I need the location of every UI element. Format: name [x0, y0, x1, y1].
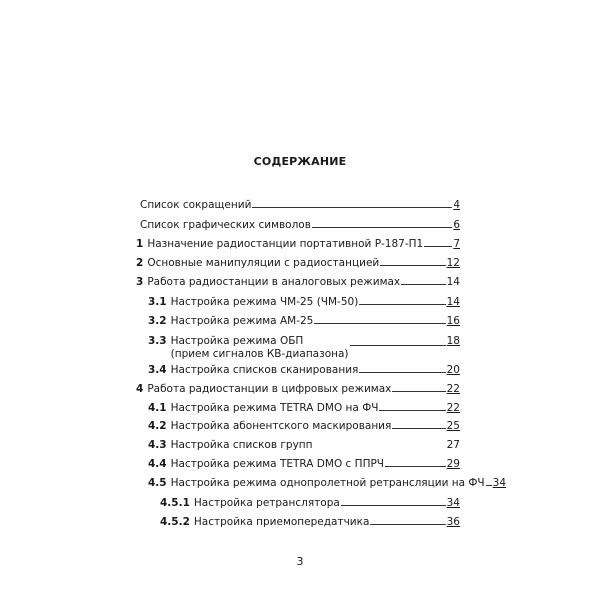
toc-entry[interactable] [136, 276, 460, 289]
toc-entry-number: 3.3 [148, 335, 167, 347]
toc-entry[interactable] [148, 420, 460, 433]
toc-entry[interactable] [136, 219, 460, 232]
toc-leader-line [380, 265, 445, 266]
toc-entry-number: 2 [136, 257, 144, 269]
toc-entry-number: 4.3 [148, 439, 167, 451]
toc-entry-text: Основные манипуляции с радиостанцией [147, 257, 380, 269]
toc-entry-number: 4.5.1 [160, 497, 190, 509]
toc-entry-text: Настройка режима TETRA DMO на ФЧ [170, 402, 379, 414]
toc-entry-page: 14 [446, 276, 460, 288]
toc-entry[interactable] [148, 477, 507, 490]
toc-entry[interactable] [148, 335, 460, 361]
toc-entry[interactable] [148, 296, 460, 309]
toc-entry-number: 3.1 [148, 296, 167, 308]
toc-entry[interactable] [160, 516, 460, 529]
toc-entry[interactable] [148, 402, 460, 415]
toc-entry-text: Список сокращений [140, 199, 252, 211]
toc-entry-page: 4 [453, 199, 460, 211]
toc-leader-line [401, 284, 445, 285]
toc-entry-page: 20 [446, 364, 460, 376]
toc-entry-text: Настройка списков групп [170, 439, 313, 451]
toc-leader-line [424, 246, 452, 247]
toc-entry-number: 1 [136, 238, 144, 250]
toc-leader-line [252, 207, 452, 208]
toc-entry[interactable] [136, 257, 460, 270]
toc-entry-text: Настройка абонентского маскирования [170, 420, 392, 432]
toc-leader-line [385, 466, 446, 467]
toc-entry[interactable] [148, 315, 460, 328]
toc-entry[interactable] [136, 199, 460, 212]
toc-entry[interactable] [148, 364, 460, 377]
toc-entry-page: 18 [446, 335, 460, 347]
toc-entry-number: 4.5.2 [160, 516, 190, 528]
toc-leader-line [392, 428, 445, 429]
toc-entry-text: Настройка ретранслятора [193, 497, 340, 509]
toc-entry-page: 34 [446, 497, 460, 509]
toc-leader-line [359, 304, 445, 305]
toc-entry-number: 4.1 [148, 402, 167, 414]
toc-entry-text: Настройка режима TETRA DMO с ППРЧ [170, 458, 384, 470]
toc-entry[interactable] [148, 458, 460, 471]
toc-entry[interactable] [148, 439, 460, 452]
toc-entry-text: Работа радиостанции в цифровых режимах [147, 383, 392, 395]
toc-entry-text: Назначение радиостанции портативной Р-187-П1 [147, 238, 424, 250]
toc-entry-text: Настройка режима ОБП [170, 335, 304, 347]
toc-entry-number: 4 [136, 383, 144, 395]
toc-entry-text-continued: (прием сигналов КВ-диапазона) [170, 348, 349, 360]
toc-entry-number: 3.2 [148, 315, 167, 327]
toc-entry[interactable] [136, 238, 460, 251]
toc-entry-page: 6 [453, 219, 460, 231]
toc-entry-text: Настройка режима ЧМ-25 (ЧМ-50) [170, 296, 359, 308]
toc-entry-page: 22 [446, 402, 460, 414]
page-number: 3 [296, 555, 304, 568]
page-title: СОДЕРЖАНИЕ [253, 155, 347, 168]
toc-leader-line [312, 227, 452, 228]
toc-entry-text: Список графических символов [140, 219, 311, 231]
toc-entry[interactable] [160, 497, 460, 510]
toc-leader-line [314, 323, 445, 324]
toc-leader-line [350, 345, 446, 346]
toc-entry-text: Настройка режима АМ-25 [170, 315, 314, 327]
toc-entry-page: 12 [446, 257, 460, 269]
toc-entry-number: 3.4 [148, 364, 167, 376]
toc-entry-page: 16 [446, 315, 460, 327]
toc-entry-page: 7 [453, 238, 460, 250]
toc-entry-text-block [171, 335, 349, 361]
toc-entry-page: 36 [446, 516, 460, 528]
toc-entry[interactable] [136, 383, 460, 396]
toc-entry-page: 29 [446, 458, 460, 470]
toc-entry-page: 22 [446, 383, 460, 395]
toc-entry-number: 4.5 [148, 477, 167, 489]
toc-entry-page: 14 [446, 296, 460, 308]
toc-entry-number: 3 [136, 276, 144, 288]
toc-entry-text: Настройка приемопередатчика [193, 516, 370, 528]
toc-entry-page: 25 [446, 420, 460, 432]
toc-entry-text: Настройка списков сканирования [170, 364, 359, 376]
toc-entry-text: Работа радиостанции в аналоговых режимах [147, 276, 401, 288]
toc-entry-page: 34 [492, 477, 507, 489]
toc-leader-line [379, 410, 445, 411]
toc-entry-text: Настройка режима однопролетной ретрансляции на ФЧ [170, 477, 485, 489]
toc-leader-line [359, 372, 445, 373]
toc-leader-line [341, 505, 446, 506]
toc-leader-line [486, 485, 492, 486]
toc-entry-number: 4.2 [148, 420, 167, 432]
toc-entry-number: 4.4 [148, 458, 167, 470]
toc-leader-line [370, 524, 445, 525]
toc-entry-page: 27 [446, 439, 460, 451]
toc-leader-line [392, 391, 445, 392]
